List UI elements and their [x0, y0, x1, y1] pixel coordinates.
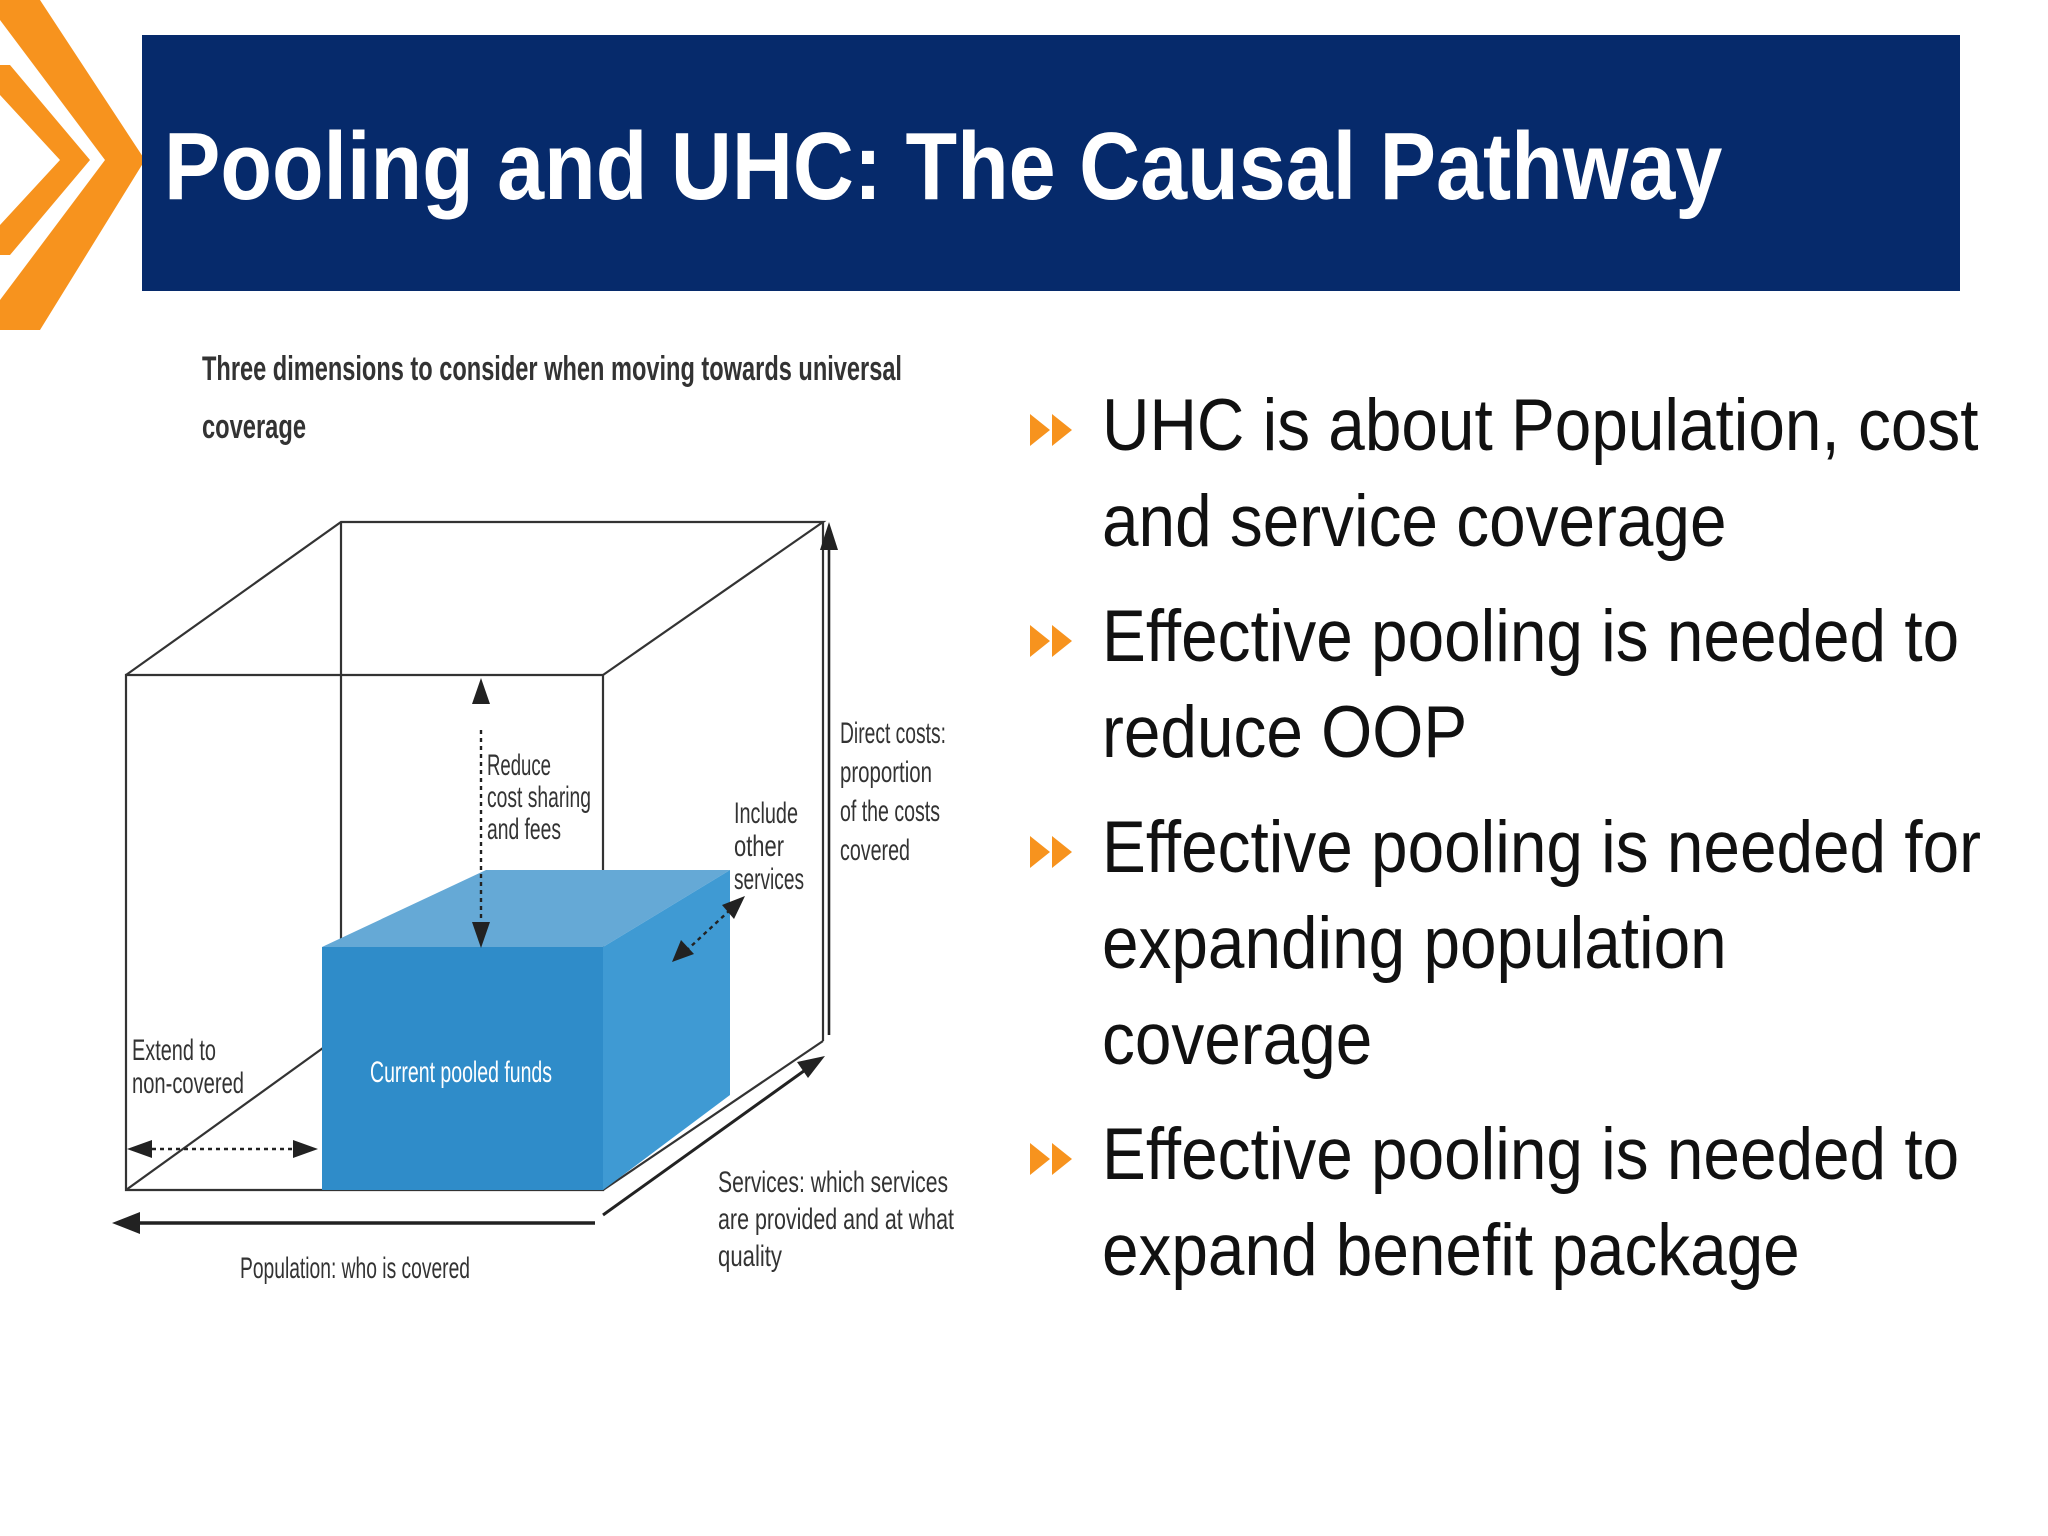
bullet-list [1030, 378, 2030, 1318]
bullet-line: Effective pooling is needed to [1102, 596, 1960, 677]
double-chevron-icon [1030, 621, 1076, 661]
direct-label-line2: proportion [840, 756, 932, 789]
double-chevron-icon [1030, 832, 1076, 872]
bullet-line: Effective pooling is needed for [1102, 807, 1982, 888]
bullet-line: reduce OOP [1102, 692, 1468, 773]
bullet-text [1102, 800, 1982, 1088]
extend-label-line2: non-covered [132, 1067, 244, 1100]
double-chevron-icon [1030, 1139, 1076, 1179]
reduce-label-line2: cost sharing [487, 781, 591, 814]
slide-title: Pooling and UHC: The Causal Pathway [164, 113, 1723, 220]
bullet-item [1030, 1107, 2030, 1299]
bullet-line: expand benefit package [1102, 1210, 1800, 1291]
double-chevron-icon [1030, 410, 1076, 450]
uhc-cube-diagram [100, 330, 1000, 1320]
bullet-item [1030, 800, 2030, 1088]
figure-heading-line2: coverage [202, 408, 306, 446]
bullet-line: expanding population [1102, 903, 1727, 984]
include-label-line1: Include [734, 797, 798, 830]
population-label: Population: who is covered [240, 1252, 470, 1285]
reduce-label-line3: and fees [487, 813, 561, 846]
services-label-line3: quality [718, 1240, 782, 1273]
bullet-text [1102, 378, 1979, 570]
direct-label-line4: covered [840, 834, 910, 867]
services-label-line2: are provided and at what [718, 1203, 955, 1236]
figure-heading-line1: Three dimensions to consider when moving towards universal [202, 350, 902, 388]
reduce-label-line1: Reduce [487, 749, 551, 782]
bullet-line: coverage [1102, 999, 1373, 1080]
include-label-line2: other [734, 830, 784, 863]
bullet-line: UHC is about Population, cost [1102, 385, 1979, 466]
bullet-item [1030, 589, 2030, 781]
extend-label-line1: Extend to [132, 1034, 216, 1067]
bullet-line: Effective pooling is needed to [1102, 1114, 1960, 1195]
direct-label-line1: Direct costs: [840, 717, 946, 750]
title-bar [142, 35, 1960, 291]
bullet-line: and service coverage [1102, 481, 1727, 562]
pooled-funds-label: Current pooled funds [370, 1056, 552, 1089]
services-label-line1: Services: which services [718, 1166, 948, 1199]
orange-chevron-decoration [0, 0, 150, 340]
bullet-text [1102, 589, 1960, 781]
include-label-line3: services [734, 863, 804, 896]
bullet-text [1102, 1107, 1960, 1299]
pooled-funds-cube [322, 870, 730, 1190]
bullet-item [1030, 378, 2030, 570]
direct-label-line3: of the costs [840, 795, 940, 828]
